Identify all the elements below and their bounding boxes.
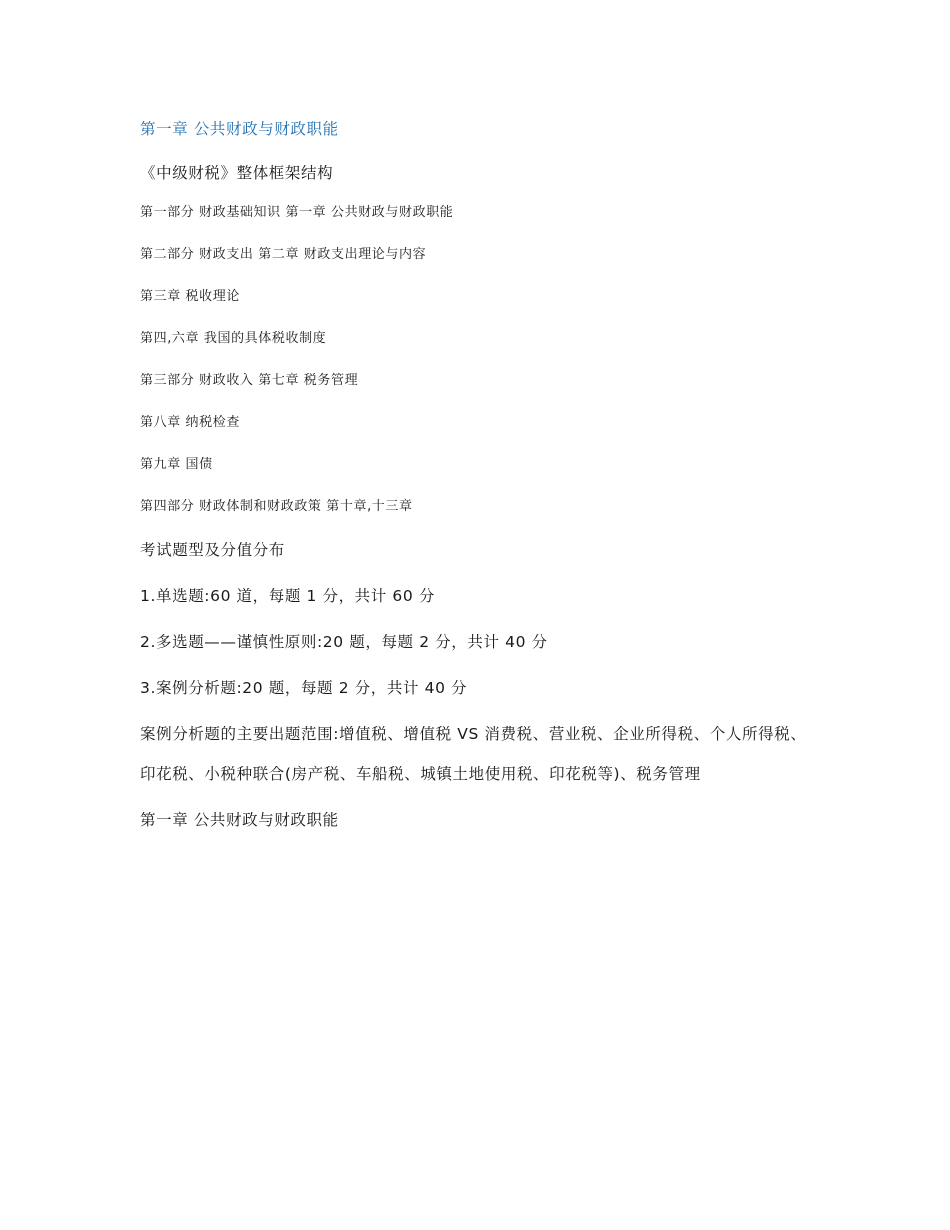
case-scope-continued: 印花税、小税种联合(房产税、车船税、城镇土地使用税、印花税等)、税务管理 — [140, 765, 701, 783]
outline-item: 第四部分 财政体制和财政政策 第十章,十三章 — [140, 499, 413, 514]
outline-item: 第三部分 财政收入 第七章 税务管理 — [140, 373, 359, 388]
outline-item: 第二部分 财政支出 第二章 财政支出理论与内容 — [140, 247, 427, 262]
outline-item: 第一部分 财政基础知识 第一章 公共财政与财政职能 — [140, 205, 454, 220]
outline-item: 第四,六章 我国的具体税收制度 — [140, 331, 327, 346]
exam-title: 考试题型及分值分布 — [140, 541, 285, 559]
closing-chapter-heading: 第一章 公共财政与财政职能 — [140, 811, 339, 829]
outline-item: 第八章 纳税检查 — [140, 415, 240, 430]
outline-item: 第九章 国债 — [140, 457, 213, 472]
document-body — [140, 118, 810, 854]
case-scope-paragraph: 案例分析题的主要出题范围:增值税、增值税 VS 消费税、营业税、企业所得税、个人所得税、 — [140, 725, 807, 743]
exam-item: 3.案例分析题:20 题，每题 2 分，共计 40 分 — [140, 679, 468, 697]
outline-item: 第三章 税收理论 — [140, 289, 240, 304]
chapter-link[interactable]: 第一章 公共财政与财政职能 — [140, 120, 339, 138]
exam-item: 2.多选题——谨慎性原则:20 题，每题 2 分，共计 40 分 — [140, 633, 548, 651]
framework-title: 《中级财税》整体框架结构 — [140, 164, 334, 182]
exam-item: 1.单选题:60 道，每题 1 分，共计 60 分 — [140, 587, 435, 605]
